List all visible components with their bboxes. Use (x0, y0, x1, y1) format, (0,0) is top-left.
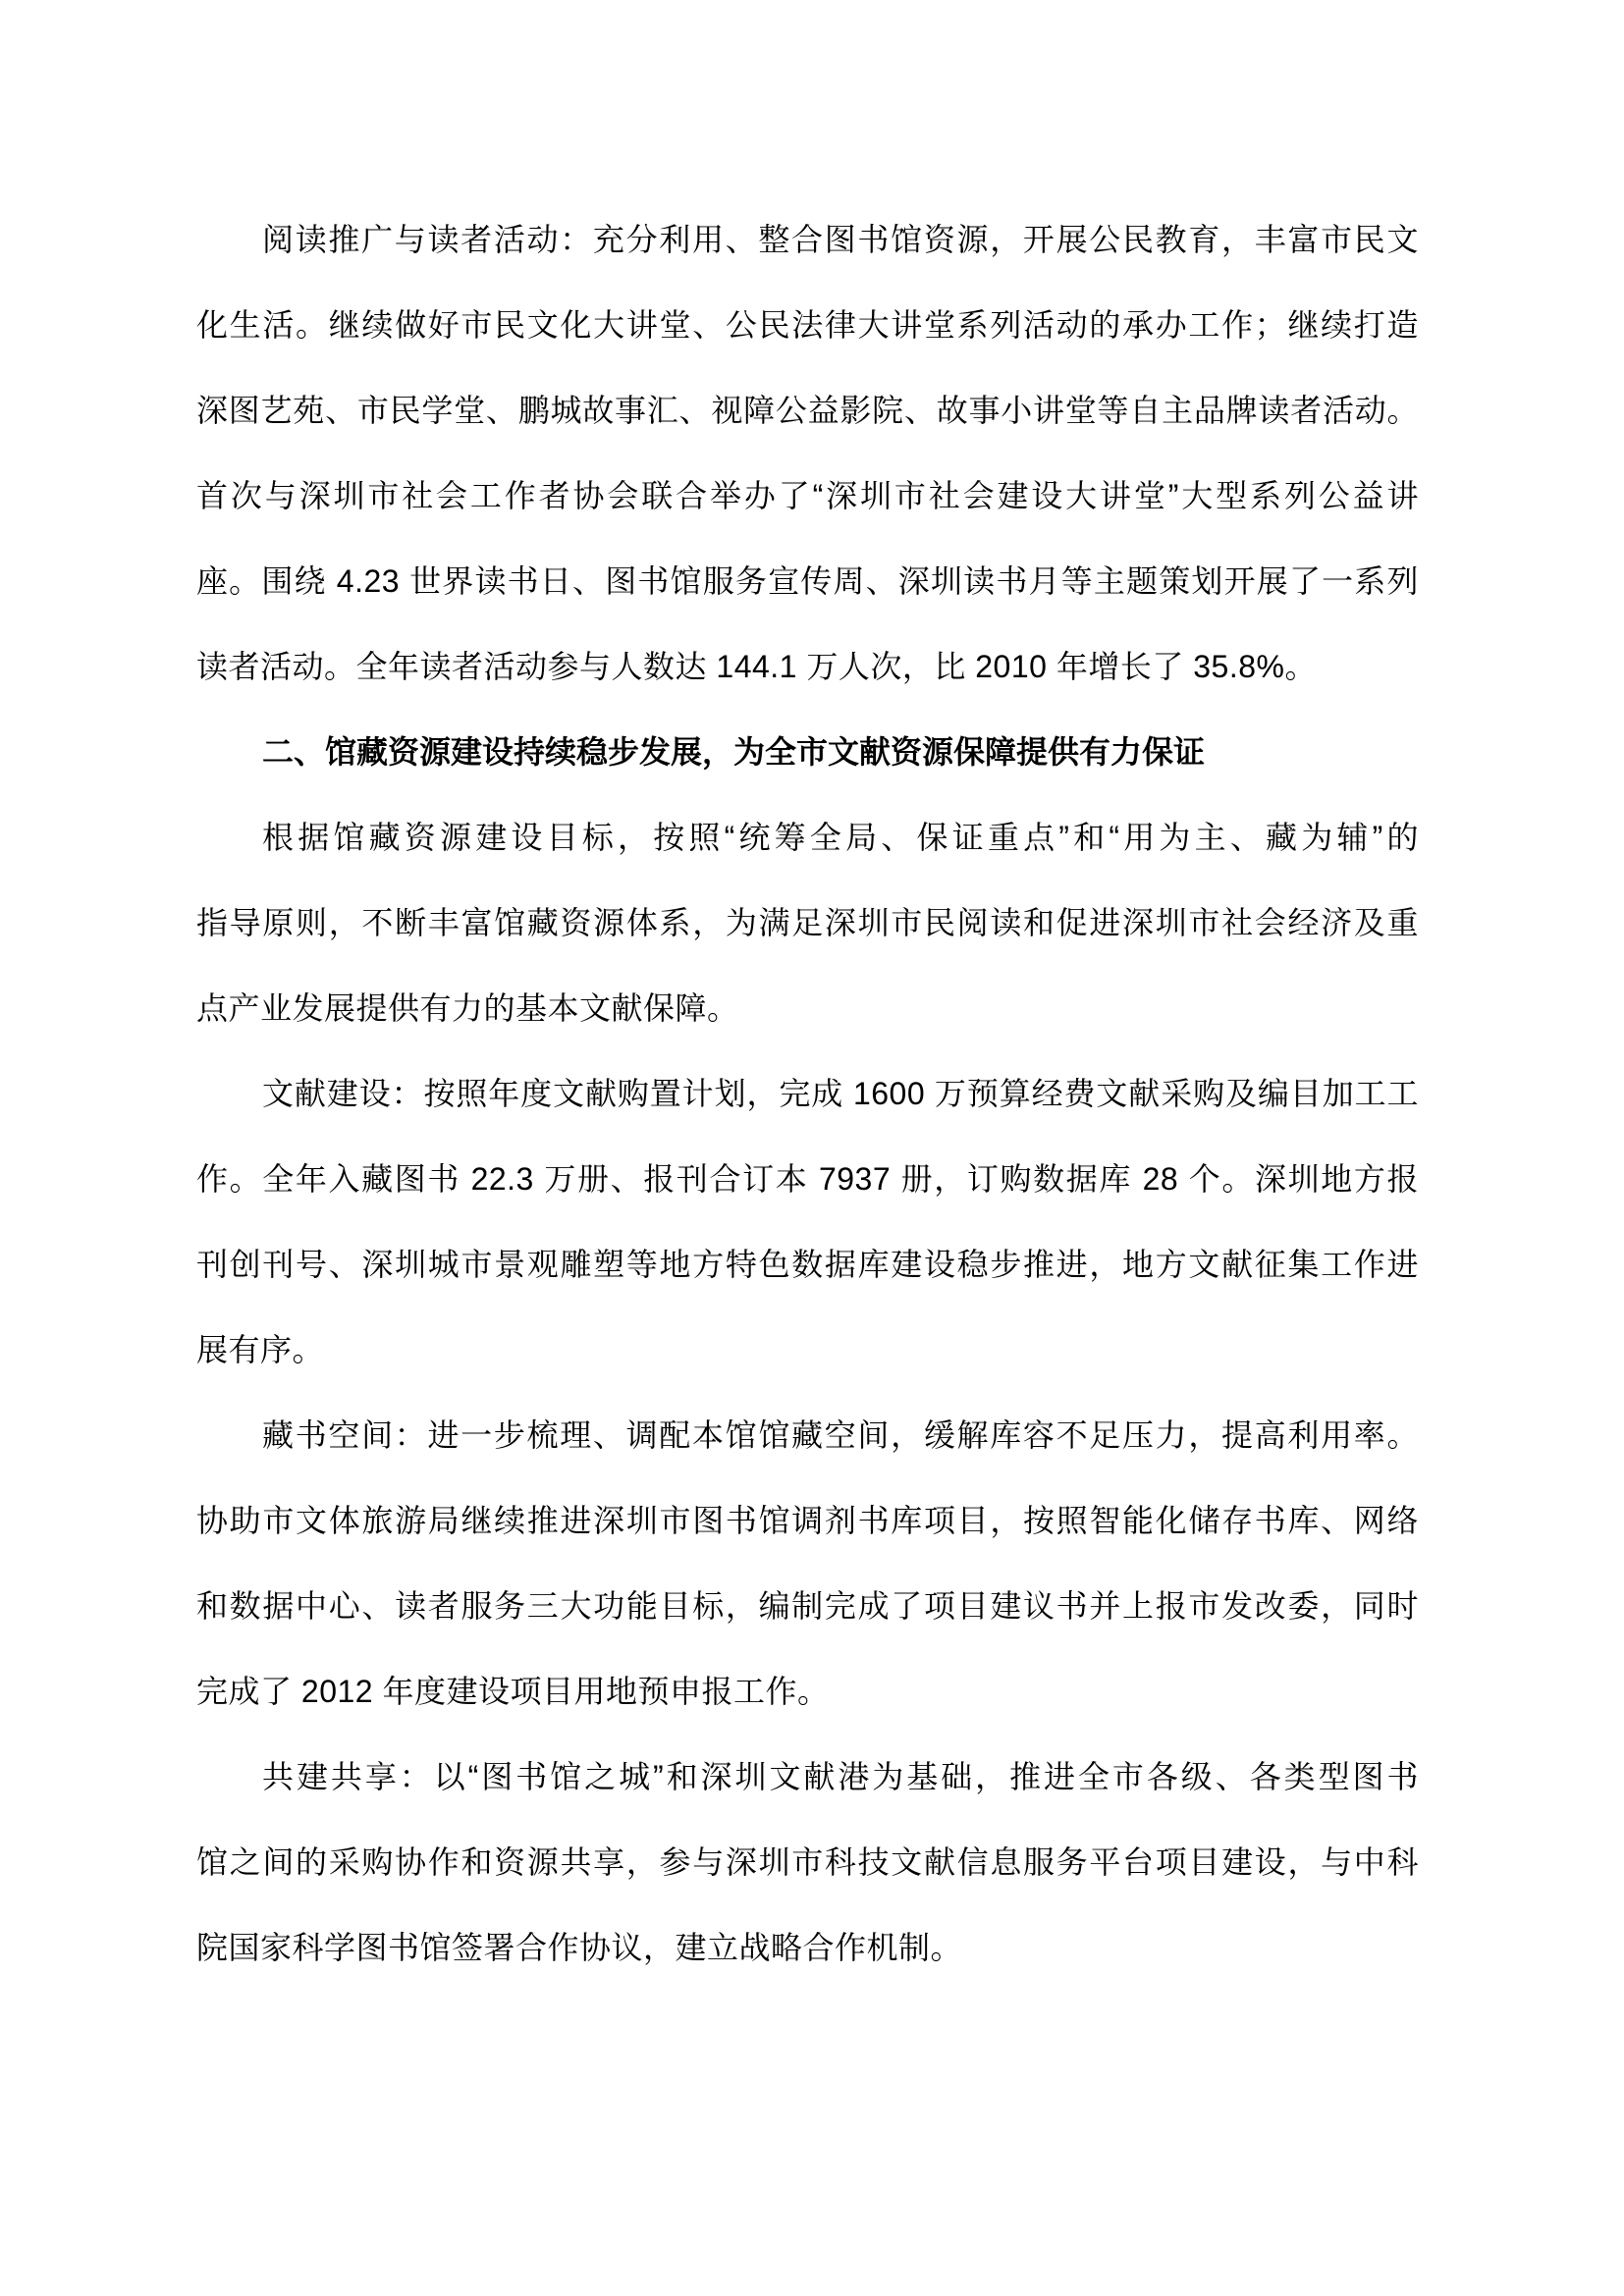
text-line: 文献建设：按照年度文献购置计划，完成 1600 万预算经费文献采购及编目加工工 (262, 1076, 1419, 1111)
text-line: 完成了 2012 年度建设项目用地预申报工作。 (196, 1674, 830, 1709)
text-line: 深图艺苑、市民学堂、鹏城故事汇、视障公益影院、故事小讲堂等自主品牌读者活动。 (196, 393, 1419, 428)
text-line: 化生活。继续做好市民文化大讲堂、公民法律大讲堂系列活动的承办工作；继续打造 (196, 307, 1419, 343)
text-line: 根据馆藏资源建设目标，按照“统筹全局、保证重点”和“用为主、藏为辅”的 (262, 820, 1419, 855)
text-line: 首次与深圳市社会工作者协会联合举办了“深圳市社会建设大讲堂”大型系列公益讲 (196, 478, 1419, 513)
text-line: 阅读推广与读者活动：充分利用、整合图书馆资源，开展公民教育，丰富市民文 (262, 222, 1419, 257)
text-line: 协助市文体旅游局继续推进深圳市图书馆调剂书库项目，按照智能化储存书库、网络 (196, 1503, 1419, 1538)
text-line: 馆之间的采购协作和资源共享，参与深圳市科技文献信息服务平台项目建设，与中科 (196, 1844, 1419, 1880)
text-line: 座。围绕 4.23 世界读书日、图书馆服务宣传周、深圳读书月等主题策划开展了一系列 (196, 563, 1419, 599)
text-line: 院国家科学图书馆签署合作协议，建立战略合作机制。 (196, 1930, 963, 1965)
text-line: 共建共享：以“图书馆之城”和深圳文献港为基础，推进全市各级、各类型图书 (262, 1759, 1419, 1794)
text-line: 藏书空间：进一步梳理、调配本馆馆藏空间，缓解库容不足压力，提高利用率。 (262, 1417, 1419, 1453)
text-line: 和数据中心、读者服务三大功能目标，编制完成了项目建议书并上报市发改委，同时 (196, 1588, 1419, 1624)
text-line: 作。全年入藏图书 22.3 万册、报刊合订本 7937 册，订购数据库 28 个。深圳地方报 (196, 1161, 1419, 1197)
text-line: 刊创刊号、深圳城市景观雕塑等地方特色数据库建设稳步推进，地方文献征集工作进 (196, 1247, 1419, 1282)
document-body (196, 197, 1419, 1991)
text-line: 指导原则，不断丰富馆藏资源体系，为满足深圳市民阅读和促进深圳市社会经济及重 (196, 905, 1419, 940)
text-line: 点产业发展提供有力的基本文献保障。 (196, 990, 739, 1026)
text-line: 展有序。 (196, 1332, 325, 1367)
text-line: 读者活动。全年读者活动参与人数达 144.1 万人次，比 2010 年增长了 35.8%。 (196, 649, 1317, 684)
section-heading: 二、馆藏资源建设持续稳步发展，为全市文献资源保障提供有力保证 (262, 734, 1206, 770)
